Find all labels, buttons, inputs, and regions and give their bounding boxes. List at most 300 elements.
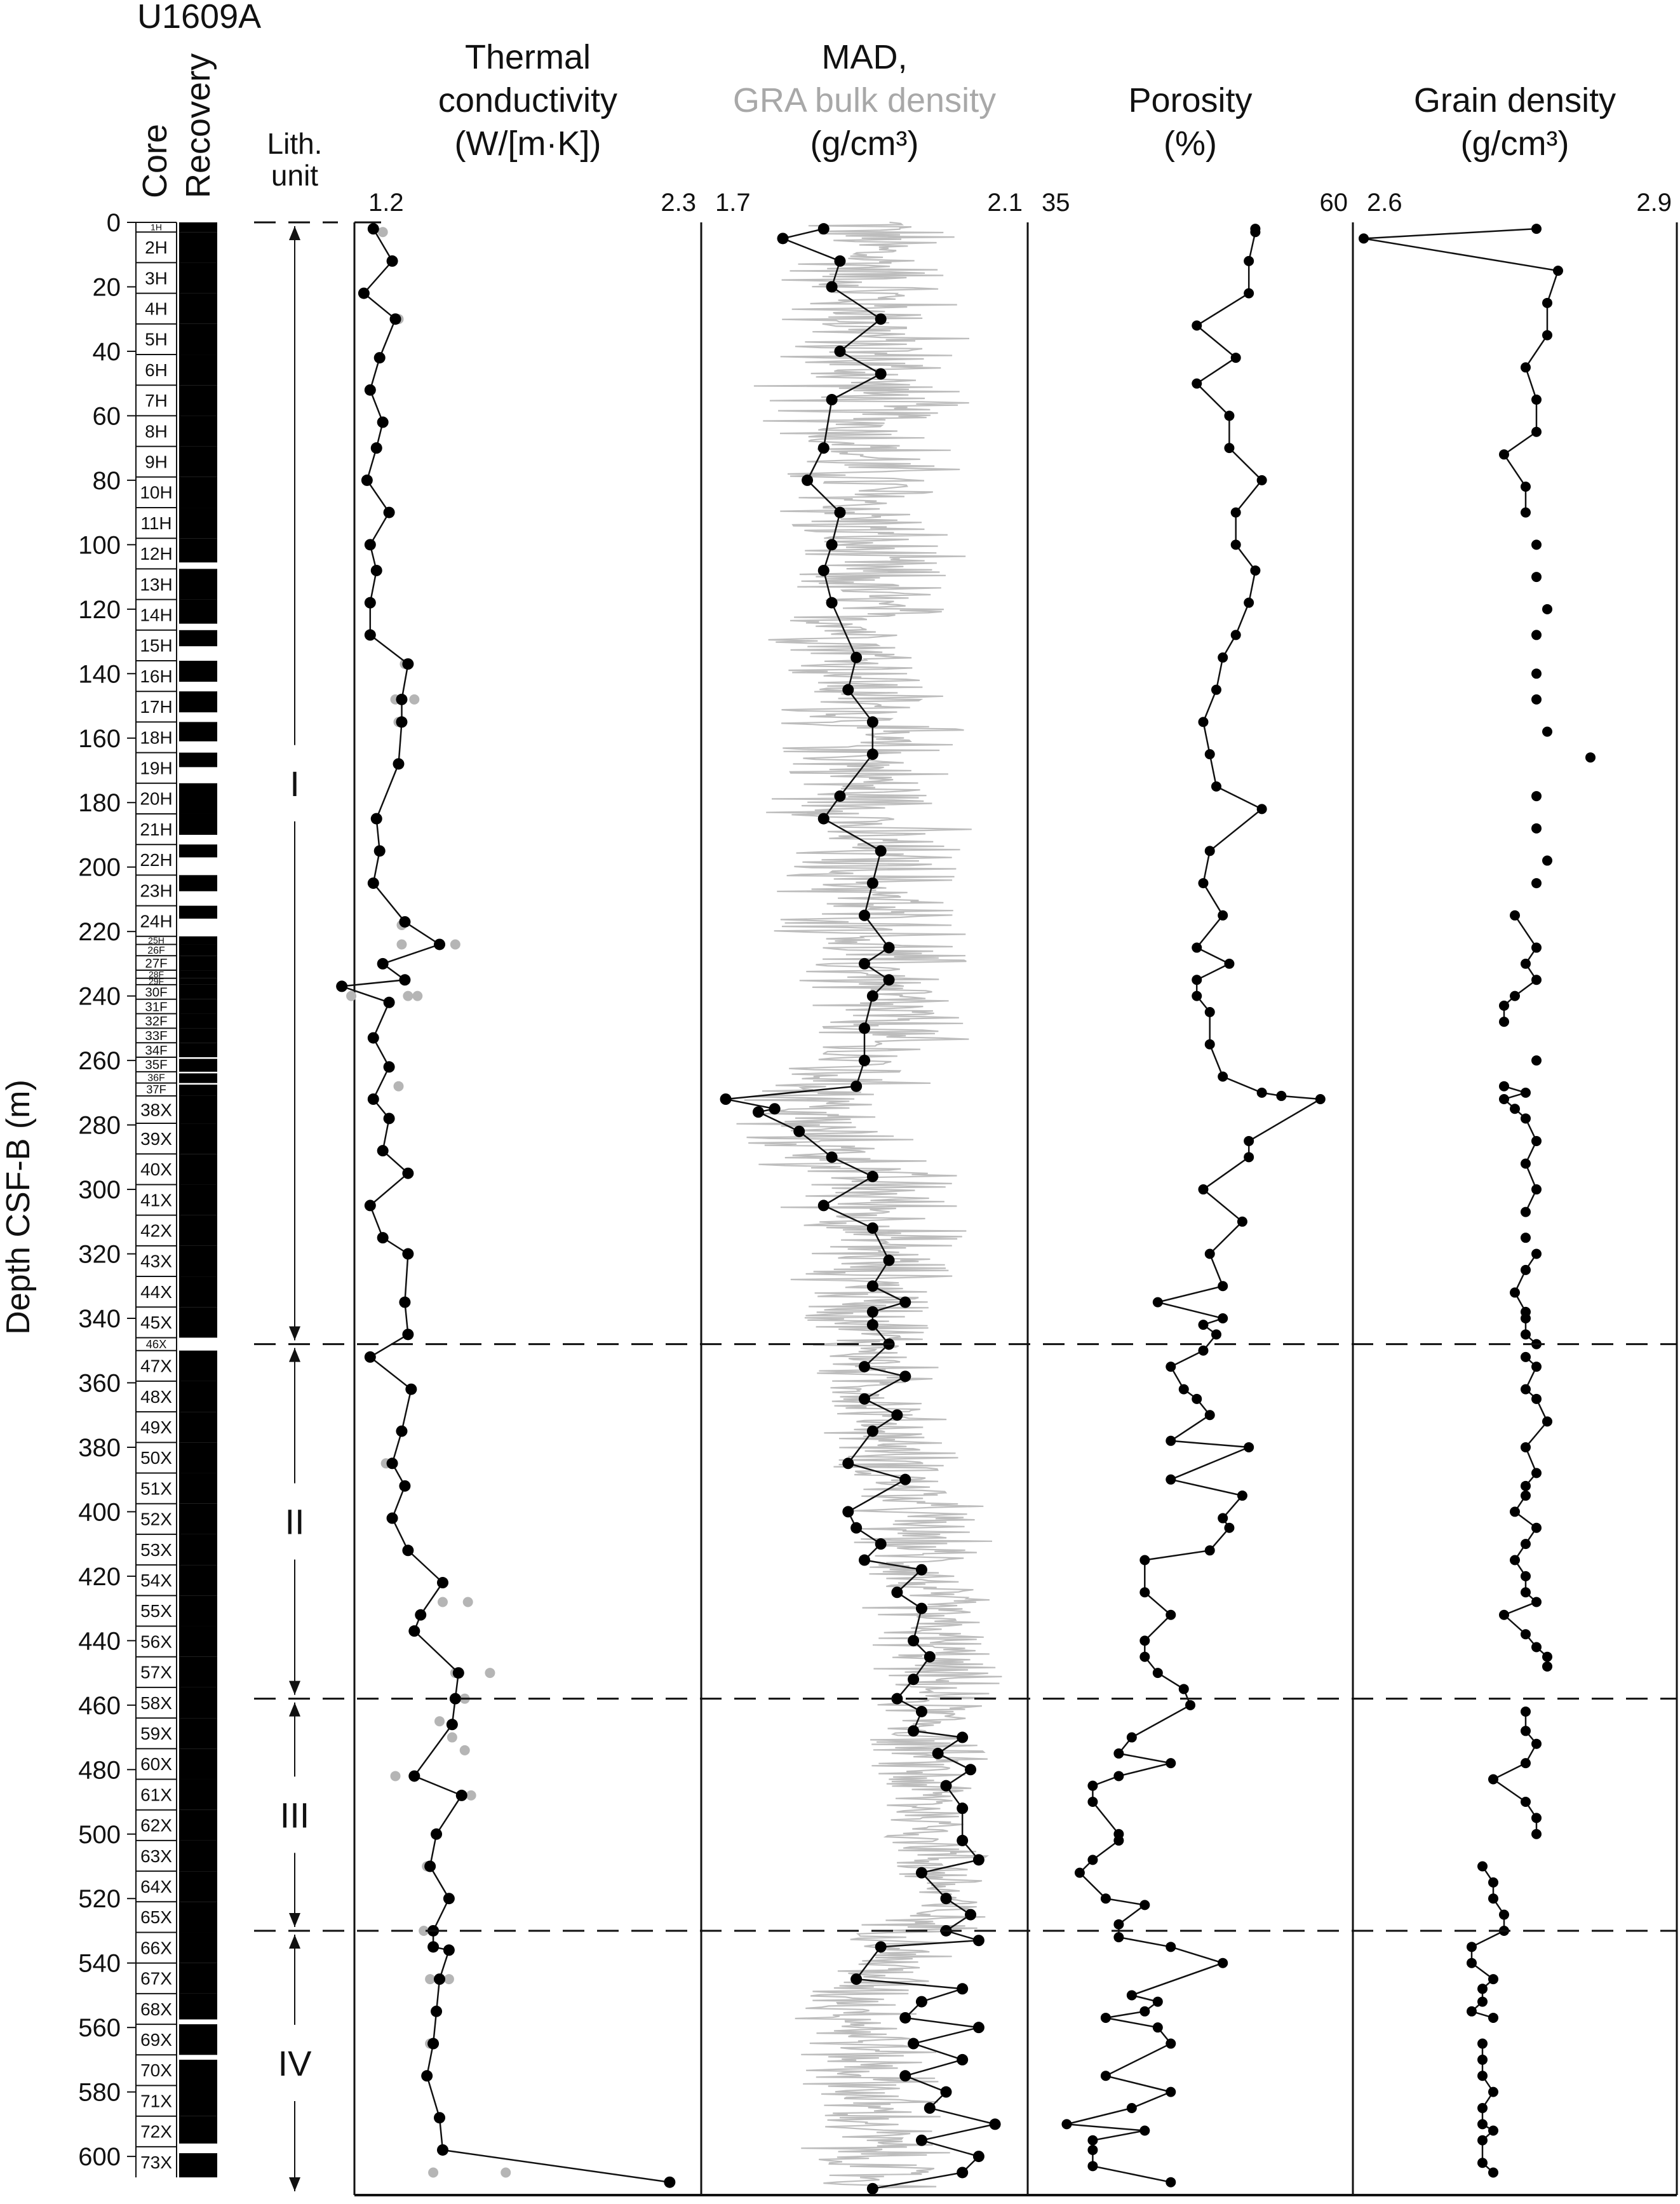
core-label: 3H xyxy=(145,268,168,288)
tc-point xyxy=(431,1829,442,1840)
grain-density-point xyxy=(1488,2167,1498,2177)
core-label: 58X xyxy=(140,1693,172,1713)
core-label: 59X xyxy=(140,1724,172,1744)
core-label: 20H xyxy=(140,788,173,809)
tc-point xyxy=(434,938,445,950)
core-label: 26F xyxy=(147,945,165,956)
core-label: 33F xyxy=(145,1028,168,1043)
recovery-bar xyxy=(179,875,217,891)
core-label: 22H xyxy=(140,850,173,870)
grain-density-point xyxy=(1531,1829,1542,1839)
grain-density-point xyxy=(1510,991,1520,1001)
grain-density-point xyxy=(1499,1910,1509,1920)
recovery-bar xyxy=(179,1307,217,1337)
y-tick-label: 380 xyxy=(78,1433,121,1462)
porosity-point xyxy=(1224,959,1234,969)
porosity-point xyxy=(1211,1329,1221,1339)
grain-density-point xyxy=(1499,1094,1509,1104)
panel-title: Grain density xyxy=(1413,81,1616,119)
y-tick-label: 60 xyxy=(92,402,121,431)
tc-replicate-point xyxy=(463,1597,473,1607)
recovery-bar xyxy=(179,262,217,293)
recovery-bar xyxy=(179,1043,217,1057)
y-tick-label: 300 xyxy=(78,1176,121,1205)
tc-point xyxy=(453,1667,464,1679)
y-tick-label: 560 xyxy=(78,2014,121,2043)
porosity-point xyxy=(1139,2126,1150,2136)
grain-density-point xyxy=(1531,539,1542,550)
porosity-point xyxy=(1139,2006,1150,2017)
tc-replicate-point xyxy=(485,1668,495,1678)
tc-point xyxy=(384,1061,395,1072)
core-label: 71X xyxy=(140,2091,172,2111)
grain-density-point xyxy=(1542,1416,1552,1426)
grain-density-point xyxy=(1521,1587,1531,1597)
grain-density-point xyxy=(1510,910,1520,921)
tc-point xyxy=(450,1693,461,1705)
tc-point xyxy=(365,384,376,396)
mad-point xyxy=(826,281,838,292)
porosity-point xyxy=(1244,256,1254,266)
mad-point xyxy=(875,845,887,856)
core-label: 30F xyxy=(145,985,168,1000)
grain-density-point xyxy=(1477,2071,1488,2081)
y-tick-label: 40 xyxy=(92,337,121,366)
lith-unit-label: II xyxy=(285,1501,305,1542)
grain-density-point xyxy=(1521,482,1531,492)
panel-unit: (g/cm³) xyxy=(810,125,919,163)
porosity-point xyxy=(1231,508,1241,518)
tc-point xyxy=(434,1973,445,1985)
unit-arrow-head xyxy=(289,226,300,240)
mad-point xyxy=(973,1935,984,1946)
mad-point xyxy=(884,1255,895,1266)
recovery-bar xyxy=(179,222,217,232)
porosity-point xyxy=(1218,1958,1228,1968)
porosity-point xyxy=(1153,1997,1163,2007)
porosity-point xyxy=(1218,1281,1228,1291)
recovery-bar xyxy=(179,294,217,324)
porosity-point xyxy=(1250,565,1260,576)
y-tick-label: 180 xyxy=(78,789,121,818)
porosity-point xyxy=(1257,1088,1267,1098)
y-tick-label: 0 xyxy=(106,209,121,237)
porosity-point xyxy=(1101,1893,1111,1903)
tc-point xyxy=(390,313,401,325)
panel-unit: (W/[m·K]) xyxy=(454,125,601,163)
mad-point xyxy=(990,2118,1001,2130)
porosity-point xyxy=(1192,320,1202,330)
mad-point xyxy=(973,2022,984,2033)
grain-density-point xyxy=(1477,1862,1488,1872)
grain-density-point xyxy=(1531,694,1542,705)
unit-arrow-head xyxy=(289,1348,300,1362)
grain-density-point xyxy=(1531,878,1542,888)
mad-point xyxy=(875,1538,887,1550)
tc-line xyxy=(342,229,669,2182)
core-label: 70X xyxy=(140,2060,172,2081)
tc-replicate-point xyxy=(501,2167,511,2177)
mad-point xyxy=(916,1706,927,1717)
core-label: 10H xyxy=(140,482,173,503)
tc-point xyxy=(377,417,389,428)
recovery-bar xyxy=(179,1841,217,1871)
core-label: 46X xyxy=(145,1337,167,1351)
porosity-point xyxy=(1244,598,1254,608)
porosity-point xyxy=(1211,781,1221,792)
x-tick-label: 2.3 xyxy=(661,189,696,217)
recovery-bar xyxy=(179,447,217,477)
grain-density-point xyxy=(1531,1813,1542,1823)
grain-density-point xyxy=(1477,2055,1488,2065)
recovery-bar xyxy=(179,978,217,985)
grain-density-point xyxy=(1510,1104,1520,1114)
tc-point xyxy=(374,352,386,363)
tc-point xyxy=(421,2070,433,2081)
lith-unit-label: I xyxy=(290,763,300,804)
grain-density-point xyxy=(1477,2103,1488,2113)
core-label: 8H xyxy=(145,421,168,442)
mad-point xyxy=(875,1941,887,1952)
tc-point xyxy=(365,1200,376,1211)
core-label: 23H xyxy=(140,881,173,901)
core-label: 19H xyxy=(140,758,173,778)
tc-replicate-point xyxy=(450,939,460,949)
grain-density-point xyxy=(1477,1984,1488,1994)
grain-density-point xyxy=(1521,1481,1531,1491)
mad-point xyxy=(867,748,878,760)
mad-point xyxy=(899,2070,911,2081)
recovery-bar xyxy=(179,985,217,999)
recovery-bar xyxy=(179,1184,217,1215)
y-axis-ticks xyxy=(78,209,136,2171)
tc-point xyxy=(447,1719,458,1730)
porosity-point xyxy=(1205,1410,1215,1420)
porosity-point xyxy=(1211,685,1221,695)
hole-label: U1609A xyxy=(137,0,262,36)
mad-point xyxy=(850,1522,862,1534)
recovery-bar xyxy=(179,477,217,508)
tc-point xyxy=(368,1093,379,1105)
recovery-bar xyxy=(179,1154,217,1184)
y-tick-label: 520 xyxy=(78,1885,121,1914)
recovery-bar xyxy=(179,2086,217,2116)
mad-point xyxy=(916,1996,927,2008)
recovery-bar xyxy=(179,1810,217,1841)
porosity-point xyxy=(1087,2145,1098,2155)
grain-density-point xyxy=(1521,1329,1531,1339)
grain-density-point xyxy=(1521,1491,1531,1501)
core-label: 41X xyxy=(140,1190,172,1210)
grain-density-point xyxy=(1531,1642,1542,1653)
grain-density-point xyxy=(1488,1877,1498,1888)
core-label: 9H xyxy=(145,452,168,472)
tc-point xyxy=(664,2177,675,2188)
unit-arrow-head xyxy=(289,1913,300,1927)
recovery-bar xyxy=(179,1215,217,1246)
porosity-point xyxy=(1192,943,1202,953)
mad-point xyxy=(826,394,838,405)
porosity-point xyxy=(1166,1942,1176,1952)
tc-point xyxy=(387,255,398,267)
recovery-bar xyxy=(179,1780,217,1810)
panel-unit: (g/cm³) xyxy=(1460,125,1569,163)
mad-point xyxy=(884,974,895,985)
core-label: 47X xyxy=(140,1356,172,1376)
y-tick-label: 220 xyxy=(78,918,121,947)
porosity-point xyxy=(1113,1771,1124,1781)
recovery-bar xyxy=(179,1276,217,1307)
tc-point xyxy=(377,1145,389,1156)
x-tick-label: 2.6 xyxy=(1367,189,1402,217)
tc-point xyxy=(387,1513,398,1524)
grain-density-point xyxy=(1531,823,1542,834)
tc-point xyxy=(365,1351,376,1363)
grain-density-point xyxy=(1499,449,1509,459)
tc-point xyxy=(434,2112,445,2123)
mad-point xyxy=(834,255,845,267)
recovery-bar xyxy=(179,1626,217,1657)
panel-title: Porosity xyxy=(1128,81,1253,119)
grain-density-point xyxy=(1542,856,1552,866)
y-tick-label: 140 xyxy=(78,660,121,689)
mad-point xyxy=(957,1835,968,1846)
grain-density-point xyxy=(1521,1384,1531,1395)
porosity-point xyxy=(1087,2135,1098,2146)
grain-density-point xyxy=(1531,975,1542,985)
grain-density-point xyxy=(1510,1287,1520,1297)
grain-density-point xyxy=(1542,298,1552,308)
recovery-bar xyxy=(179,1059,217,1072)
y-tick-label: 460 xyxy=(78,1691,121,1720)
panel-title: MAD, xyxy=(821,38,908,76)
tc-point xyxy=(431,2006,442,2017)
grain-density-point xyxy=(1488,2013,1498,2023)
mad-point xyxy=(908,1725,919,1736)
grain-density-point xyxy=(1467,1958,1477,1968)
core-label: 73X xyxy=(140,2152,172,2172)
recovery-bar xyxy=(179,2116,217,2144)
recovery-bar xyxy=(179,1994,217,2020)
recovery-bar xyxy=(179,844,217,857)
mad-point xyxy=(941,2086,952,2098)
grain-density-point xyxy=(1542,1661,1552,1672)
mad-point xyxy=(818,813,830,825)
mad-point xyxy=(908,2038,919,2050)
mad-point xyxy=(818,1200,830,1211)
core-label: 29F xyxy=(148,976,165,987)
recovery-bar xyxy=(179,1963,217,1994)
core-label: 42X xyxy=(140,1220,172,1241)
recovery-bar xyxy=(179,1687,217,1718)
mad-point xyxy=(965,1909,976,1921)
core-label: 13H xyxy=(140,574,173,595)
y-tick-label: 20 xyxy=(92,273,121,302)
porosity-point xyxy=(1244,1442,1254,1452)
tc-point xyxy=(365,597,376,609)
grain-density-point xyxy=(1499,1610,1509,1620)
unit-arrow-head xyxy=(289,1703,300,1717)
tc-point xyxy=(408,1770,420,1781)
porosity-point xyxy=(1192,991,1202,1001)
porosity-point xyxy=(1198,878,1208,888)
grain-density-point xyxy=(1521,1207,1531,1217)
tc-point xyxy=(365,629,376,640)
core-label: 67X xyxy=(140,1968,172,1989)
tc-replicate-point xyxy=(403,991,413,1001)
panel-series-label: GRA bulk density xyxy=(732,81,997,119)
grain-density-point xyxy=(1359,233,1369,243)
mad-point xyxy=(842,684,854,696)
recovery-bar xyxy=(179,1657,217,1687)
lith-unit-header: Lith. unit xyxy=(267,127,323,192)
grain-density-point xyxy=(1510,1555,1520,1565)
grain-density-point xyxy=(1521,1758,1531,1768)
porosity-point xyxy=(1166,1436,1176,1446)
mad-point xyxy=(867,990,878,1002)
tc-point xyxy=(437,2144,448,2156)
mad-point xyxy=(859,1555,870,1566)
core-label: 61X xyxy=(140,1785,172,1805)
y-tick-label: 500 xyxy=(78,1820,121,1849)
recovery-bar xyxy=(179,538,217,562)
unit-arrow-head xyxy=(289,2177,300,2191)
grain-density-point xyxy=(1521,959,1531,969)
tc-point xyxy=(456,1790,467,1801)
grain-density-point xyxy=(1521,508,1531,518)
grain-density-point xyxy=(1531,630,1542,640)
core-label: 35F xyxy=(145,1057,168,1072)
core-label: 32F xyxy=(145,1014,168,1029)
mad-point xyxy=(899,1297,911,1308)
porosity-point xyxy=(1192,975,1202,985)
core-label: 15H xyxy=(140,635,173,656)
tc-point xyxy=(368,223,379,234)
mad-point xyxy=(802,475,813,486)
grain-density-point xyxy=(1477,2039,1488,2049)
tc-point xyxy=(399,1480,410,1492)
porosity-point xyxy=(1153,1297,1163,1308)
recovery-bar xyxy=(179,783,217,814)
recovery-bar xyxy=(179,355,217,385)
grain-density-point xyxy=(1477,1997,1488,2007)
core-label: 34F xyxy=(145,1043,168,1058)
mad-point xyxy=(875,313,887,325)
y-tick-label: 320 xyxy=(78,1240,121,1269)
mad-point xyxy=(867,877,878,889)
porosity-point xyxy=(1231,539,1241,550)
porosity-point xyxy=(1205,1007,1215,1017)
mad-point xyxy=(753,1106,764,1118)
tc-replicate-point xyxy=(466,1790,476,1801)
tc-point xyxy=(408,1625,420,1637)
grain-density-point xyxy=(1521,1539,1531,1549)
tc-replicate-point xyxy=(393,1081,403,1092)
recovery-bar xyxy=(179,1902,217,1932)
grain-density-point xyxy=(1467,1942,1477,1952)
tc-point xyxy=(437,1577,448,1588)
lith-unit-label: III xyxy=(279,1795,310,1836)
grain-density-point xyxy=(1542,604,1552,614)
mad-point xyxy=(834,346,845,357)
mad-point xyxy=(859,1022,870,1034)
recovery-bar xyxy=(179,970,217,978)
core-label: 14H xyxy=(140,605,173,625)
core-header: Core xyxy=(136,123,174,198)
grain-density-point xyxy=(1521,1797,1531,1807)
y-tick-label: 360 xyxy=(78,1369,121,1398)
grain-density-point xyxy=(1531,943,1542,953)
tc-point xyxy=(368,1032,379,1044)
tc-point xyxy=(427,1941,439,1952)
grain-density-point xyxy=(1585,752,1596,762)
recovery-bar xyxy=(179,1748,217,1779)
porosity-point xyxy=(1166,1758,1176,1768)
porosity-point xyxy=(1218,1071,1228,1081)
tc-point xyxy=(443,1893,455,1904)
mad-point xyxy=(859,910,870,921)
core-label: 69X xyxy=(140,2030,172,2050)
mad-point xyxy=(850,1973,862,1985)
porosity-point xyxy=(1075,1868,1085,1878)
core-label: 7H xyxy=(145,391,168,411)
grain-density-point xyxy=(1531,1523,1542,1533)
panel-title: conductivity xyxy=(438,81,618,119)
recovery-bar xyxy=(179,936,217,945)
grain-density-point xyxy=(1531,1597,1542,1607)
recovery-bar xyxy=(179,1028,217,1043)
mad-point xyxy=(941,1893,952,1904)
recovery-bar xyxy=(179,753,217,767)
porosity-line xyxy=(1066,229,1320,2182)
porosity-point xyxy=(1087,1781,1098,1791)
porosity-point xyxy=(1061,2119,1072,2129)
core-label: 11H xyxy=(140,513,172,533)
core-label: 55X xyxy=(140,1601,172,1621)
y-tick-label: 100 xyxy=(78,531,121,560)
grain-density-point xyxy=(1531,572,1542,582)
porosity-point xyxy=(1218,652,1228,663)
mad-point xyxy=(769,1103,781,1114)
grain-density-point xyxy=(1542,1652,1552,1662)
porosity-point xyxy=(1139,1635,1150,1646)
porosity-point xyxy=(1166,1475,1176,1485)
tc-point xyxy=(377,958,389,970)
porosity-point xyxy=(1166,2177,1176,2187)
grain-density-point xyxy=(1531,1362,1542,1372)
y-tick-label: 80 xyxy=(92,466,121,495)
porosity-point xyxy=(1139,1555,1150,1565)
grain-density-point xyxy=(1531,1394,1542,1404)
recovery-bar xyxy=(179,999,217,1014)
core-label: 60X xyxy=(140,1754,172,1775)
porosity-point xyxy=(1127,1733,1137,1743)
grain-density-line xyxy=(1504,1086,1536,1212)
grain-density-point xyxy=(1521,1233,1531,1243)
porosity-point xyxy=(1139,1587,1150,1597)
grain-density-point xyxy=(1531,1739,1542,1749)
porosity-point xyxy=(1153,2022,1163,2032)
grain-density-line xyxy=(1472,1867,1504,2018)
core-label: 12H xyxy=(140,544,173,564)
y-tick-label: 260 xyxy=(78,1047,121,1076)
recovery-bar xyxy=(179,569,217,599)
core-label: 50X xyxy=(140,1448,172,1468)
tc-point xyxy=(424,1861,436,1872)
core-label: 38X xyxy=(140,1100,172,1120)
core-label: 56X xyxy=(140,1632,172,1652)
grain-density-point xyxy=(1499,1001,1509,1011)
